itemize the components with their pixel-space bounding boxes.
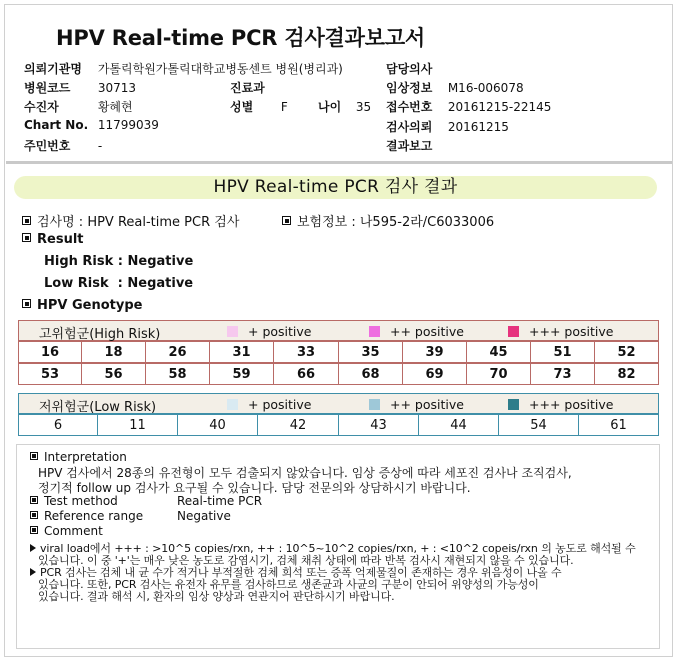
swatch-low-plus bbox=[227, 399, 238, 410]
genotype-cell: 26 bbox=[146, 341, 210, 363]
genotype-cell: 18 bbox=[82, 341, 146, 363]
genotype-cell: 31 bbox=[210, 341, 274, 363]
insurance-info: 보험정보 : 나595-2라/C6033006 bbox=[297, 215, 495, 230]
bullet-square-icon bbox=[22, 299, 31, 308]
genotype-cell: 56 bbox=[82, 363, 146, 385]
value-chart-no: 11799039 bbox=[97, 118, 159, 132]
genotype-cell: 69 bbox=[403, 363, 467, 385]
bullet-square-icon bbox=[30, 526, 38, 534]
interpretation-line-2: 정기적 follow up 검사가 요구될 수 있습니다. 담당 전문의와 상담하시기 바랍니다. bbox=[38, 481, 471, 495]
info-receipt bbox=[386, 98, 551, 115]
genotype-cell: 82 bbox=[595, 363, 659, 385]
arrow-bullet-icon bbox=[30, 568, 36, 576]
swatch-high-plus2 bbox=[369, 326, 380, 337]
label-clinical: 임상정보 bbox=[386, 81, 433, 95]
label-report: 결과보고 bbox=[386, 139, 433, 153]
swatch-high-plus3 bbox=[508, 326, 519, 337]
header-divider bbox=[6, 161, 672, 164]
info-department bbox=[230, 79, 269, 96]
label-test-request: 검사의뢰 bbox=[386, 120, 433, 134]
label-hospital-code: 병원코드 bbox=[24, 81, 71, 95]
label-institution: 의뢰기관명 bbox=[24, 62, 82, 76]
high-risk-result: High Risk : Negative bbox=[44, 254, 194, 269]
genotype-heading bbox=[22, 298, 142, 313]
info-clinical bbox=[386, 79, 524, 96]
result-heading bbox=[22, 232, 84, 247]
info-test-request bbox=[386, 118, 509, 135]
legend-plus3: +++ positive bbox=[508, 324, 613, 339]
info-resident-no bbox=[24, 137, 102, 154]
info-institution bbox=[24, 60, 343, 77]
label-sex: 성별 bbox=[230, 100, 254, 114]
info-hospital-code bbox=[24, 79, 136, 96]
comment-2-line-a: PCR 검사는 검체 내 균 수가 적거나 부적절한 검체 희석 또는 증폭 억제물질이 존재하는 경우 위음성이 나올 수 bbox=[30, 564, 562, 580]
bullet-square-icon bbox=[282, 216, 291, 225]
genotype-cell: 59 bbox=[210, 363, 274, 385]
legend-plus2: ++ positive bbox=[369, 324, 464, 339]
comment-2-line-c: 있습니다. 결과 해석 시, 환자의 임상 양상과 연관지어 판단하시기 바랍니다. bbox=[38, 590, 395, 603]
genotype-cell: 52 bbox=[595, 341, 659, 363]
genotype-cell: 58 bbox=[146, 363, 210, 385]
bullet-square-icon bbox=[30, 452, 38, 460]
insurance-line bbox=[282, 211, 494, 230]
bullet-square-icon bbox=[30, 511, 38, 519]
genotype-cell: 6 bbox=[18, 414, 98, 436]
genotype-cell: 54 bbox=[499, 414, 579, 436]
info-age bbox=[318, 98, 371, 115]
info-report bbox=[386, 137, 448, 154]
genotype-cell: 73 bbox=[531, 363, 595, 385]
comment-1-line-b: 있습니다. 이 중 '+'는 매우 낮은 농도로 감염시기, 검체 채취 상태에 따라 반복 검사시 재현되지 않을 수 있습니다. bbox=[38, 554, 574, 567]
low-risk-result: Low Risk : Negative bbox=[44, 276, 194, 291]
genotype-cell: 51 bbox=[531, 341, 595, 363]
low-risk-header-label: 저위험군(Low Risk) bbox=[39, 400, 157, 415]
low-risk-header bbox=[18, 393, 659, 414]
genotype-cell: 43 bbox=[339, 414, 419, 436]
result-label: Result bbox=[37, 232, 84, 247]
value-resident-no: - bbox=[97, 139, 103, 153]
label-patient: 수진자 bbox=[24, 100, 59, 114]
high-risk-header-label: 고위험군(High Risk) bbox=[39, 327, 161, 342]
genotype-cell: 68 bbox=[339, 363, 403, 385]
swatch-low-plus2 bbox=[369, 399, 380, 410]
comment-2-line-b: 있습니다. 또한, PCR 검사는 유전자 유무를 검사하므로 생존균과 사균의 구분이 안되어 위양성의 가능성이 bbox=[38, 578, 539, 591]
legend-low-plus2: ++ positive bbox=[369, 397, 464, 412]
bullet-square-icon bbox=[30, 496, 38, 504]
label-resident-no: 주민번호 bbox=[24, 139, 71, 153]
legend-low-plus3: +++ positive bbox=[508, 397, 613, 412]
test-name-line bbox=[22, 211, 239, 230]
high-risk-table bbox=[18, 320, 659, 385]
label-doctor: 담당의사 bbox=[386, 62, 433, 76]
comment-heading: Comment bbox=[30, 524, 103, 538]
info-sex bbox=[230, 98, 288, 115]
genotype-cell: 33 bbox=[274, 341, 339, 363]
value-institution: 가톨릭학원가톨릭대학교병동센트 병원(병리과) bbox=[97, 62, 343, 76]
result-band-title: HPV Real-time PCR 검사 결과 bbox=[213, 177, 458, 197]
report-title: HPV Real-time PCR 검사결과보고서 bbox=[56, 26, 425, 50]
interpretation-heading: Interpretation bbox=[30, 450, 127, 464]
genotype-label: HPV Genotype bbox=[37, 298, 143, 313]
arrow-bullet-icon bbox=[30, 544, 36, 552]
genotype-cell: 39 bbox=[403, 341, 467, 363]
genotype-cell: 53 bbox=[18, 363, 82, 385]
high-risk-header bbox=[18, 320, 659, 341]
test-method-row: Test method Real-time PCR bbox=[30, 494, 262, 508]
genotype-cell: 61 bbox=[579, 414, 659, 436]
low-risk-table bbox=[18, 393, 659, 437]
value-hospital-code: 30713 bbox=[97, 81, 137, 95]
bullet-square-icon bbox=[22, 233, 31, 242]
info-doctor bbox=[386, 60, 448, 77]
value-test-request: 20161215 bbox=[447, 120, 509, 134]
legend-plus: + positive bbox=[227, 324, 311, 339]
bullet-square-icon bbox=[22, 216, 31, 225]
label-chart-no: Chart No. bbox=[24, 118, 89, 132]
swatch-low-plus3 bbox=[508, 399, 519, 410]
genotype-cell: 40 bbox=[178, 414, 258, 436]
value-age: 35 bbox=[355, 100, 372, 114]
legend-low-plus: + positive bbox=[227, 397, 311, 412]
comment-1-line-a: viral load에서 +++ : >10^5 copies/rxn, ++ : 10^5~10^2 copies/rxn, + : <10^2 copeis/rxn 의 농도로 해석될 수 bbox=[30, 540, 636, 556]
genotype-cell: 35 bbox=[339, 341, 403, 363]
swatch-high-plus bbox=[227, 326, 238, 337]
genotype-cell: 45 bbox=[467, 341, 531, 363]
genotype-cell: 66 bbox=[274, 363, 339, 385]
test-name: 검사명 : HPV Real-time PCR 검사 bbox=[37, 215, 240, 230]
genotype-cell: 70 bbox=[467, 363, 531, 385]
genotype-cell: 11 bbox=[98, 414, 178, 436]
genotype-cell: 42 bbox=[258, 414, 339, 436]
value-sex: F bbox=[280, 100, 288, 114]
reference-range-row: Reference range Negative bbox=[30, 509, 231, 523]
label-receipt: 접수번호 bbox=[386, 100, 433, 114]
interpretation-line-1: HPV 검사에서 28종의 유전형이 모두 검출되지 않았습니다. 임상 증상에 따라 세포진 검사나 조직검사, bbox=[38, 466, 572, 480]
value-receipt: 20161215-22145 bbox=[447, 100, 552, 114]
genotype-cell: 16 bbox=[18, 341, 82, 363]
genotype-cell: 44 bbox=[419, 414, 499, 436]
value-patient: 황혜현 bbox=[97, 100, 133, 114]
label-age: 나이 bbox=[318, 100, 342, 114]
info-chart-no bbox=[24, 118, 159, 132]
info-patient bbox=[24, 98, 133, 115]
value-clinical: M16-006078 bbox=[447, 81, 524, 95]
label-department: 진료과 bbox=[230, 81, 265, 95]
